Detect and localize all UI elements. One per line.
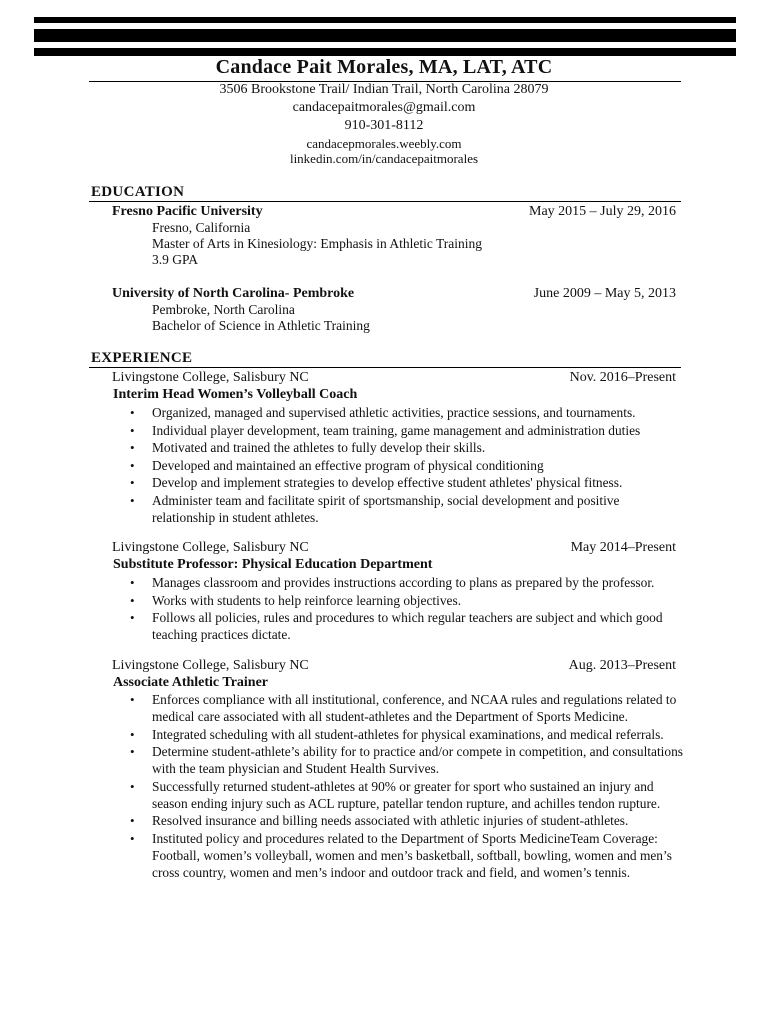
list-item: • Organized, managed and supervised athletic activities, practice sessions, and tournaments.: [130, 404, 686, 421]
education-entry-2: [112, 286, 676, 303]
job-title: Associate Athletic Trainer: [113, 675, 269, 690]
job-1-header: [112, 370, 676, 387]
list-item: • Motivated and trained the athletes to fully develop their skills.: [130, 439, 686, 456]
school-dates: June 2009 – May 5, 2013: [533, 286, 676, 301]
linkedin: linkedin.com/in/candacepaitmorales: [289, 151, 479, 166]
school-name: Fresno Pacific University: [112, 204, 263, 219]
list-item: • Successfully returned student-athletes at 90% or greater for sport who sustained an injury and season ending injury such as ACL rupture, patellar tendon rupture, and achilles tendon rupture.: [130, 778, 686, 812]
employer: Livingstone College, Salisbury NC: [112, 540, 309, 555]
list-item: • Integrated scheduling with all student-athletes for physical examinations, and medical referrals.: [130, 726, 686, 743]
education-divider: [89, 201, 681, 202]
education-heading: EDUCATION: [91, 184, 185, 200]
school-location: Fresno, California: [152, 220, 251, 235]
job-dates: Nov. 2016–Present: [569, 370, 676, 385]
job-title: Substitute Professor: Physical Education Department: [113, 557, 433, 572]
gpa: 3.9 GPA: [152, 252, 199, 267]
employer: Livingstone College, Salisbury NC: [112, 658, 309, 673]
school-name: University of North Carolina- Pembroke: [112, 286, 355, 301]
job-dates: May 2014–Present: [570, 540, 676, 555]
list-item: • Enforces compliance with all institutional, conference, and NCAA rules and regulations related to medical care associated with all student-athletes and the Department of Sports Medicine.: [130, 691, 686, 725]
education-entry-1: [112, 204, 676, 221]
header-bar-thick: [34, 29, 736, 42]
list-item: • Resolved insurance and billing needs associated with athletic injuries of student-athletes.: [130, 812, 686, 829]
employer: Livingstone College, Salisbury NC: [112, 370, 309, 385]
list-item: • Administer team and facilitate spirit of sportsmanship, social development and positive relationship in student athletes.: [130, 492, 686, 526]
job-3-header: [112, 658, 676, 675]
job-2-header: [112, 540, 676, 557]
school-dates: May 2015 – July 29, 2016: [529, 204, 676, 219]
experience-heading: EXPERIENCE: [91, 350, 193, 366]
address: 3506 Brookstone Trail/ Indian Trail, North Carolina 28079: [219, 82, 549, 97]
job-1-bullets: [130, 404, 686, 526]
job-dates: Aug. 2013–Present: [568, 658, 676, 673]
candidate-name: Candace Pait Morales, MA, LAT, ATC: [215, 56, 553, 78]
school-location: Pembroke, North Carolina: [152, 302, 295, 317]
header-bar-mid: [34, 48, 736, 56]
list-item: • Works with students to help reinforce learning objectives.: [130, 592, 686, 609]
job-title: Interim Head Women’s Volleyball Coach: [113, 387, 358, 402]
list-item: • Follows all policies, rules and procedures to which regular teachers are subject and which good teaching practices dictate.: [130, 609, 686, 643]
header-bar-thin: [34, 17, 736, 23]
website: candacepmorales.weebly.com: [306, 136, 462, 151]
list-item: • Determine student-athlete’s ability for to practice and/or compete in competition, and consultations with the team physician and Student Health Survives.: [130, 743, 686, 777]
list-item: • Develop and implement strategies to develop effective student athletes' physical fitness.: [130, 474, 686, 491]
phone: 910-301-8112: [344, 118, 424, 133]
list-item: • Instituted policy and procedures related to the Department of Sports MedicineTeam Coverage: Football, women’s volleyball, women and men’s basketball, softball, bowling, women and men’s cross country, women and men’s indoor and outdoor track and field, and women’s tennis.: [130, 830, 686, 881]
job-3-bullets: [130, 691, 686, 881]
list-item: • Individual player development, team training, game management and administration duties: [130, 422, 686, 439]
email: candacepaitmorales@gmail.com: [292, 100, 476, 115]
list-item: • Developed and maintained an effective program of physical conditioning: [130, 457, 686, 474]
experience-divider: [89, 367, 681, 368]
degree: Bachelor of Science in Athletic Training: [152, 318, 370, 333]
job-2-bullets: [130, 574, 686, 644]
degree: Master of Arts in Kinesiology: Emphasis in Athletic Training: [152, 236, 482, 251]
list-item: • Manages classroom and provides instructions according to plans as prepared by the professor.: [130, 574, 686, 591]
